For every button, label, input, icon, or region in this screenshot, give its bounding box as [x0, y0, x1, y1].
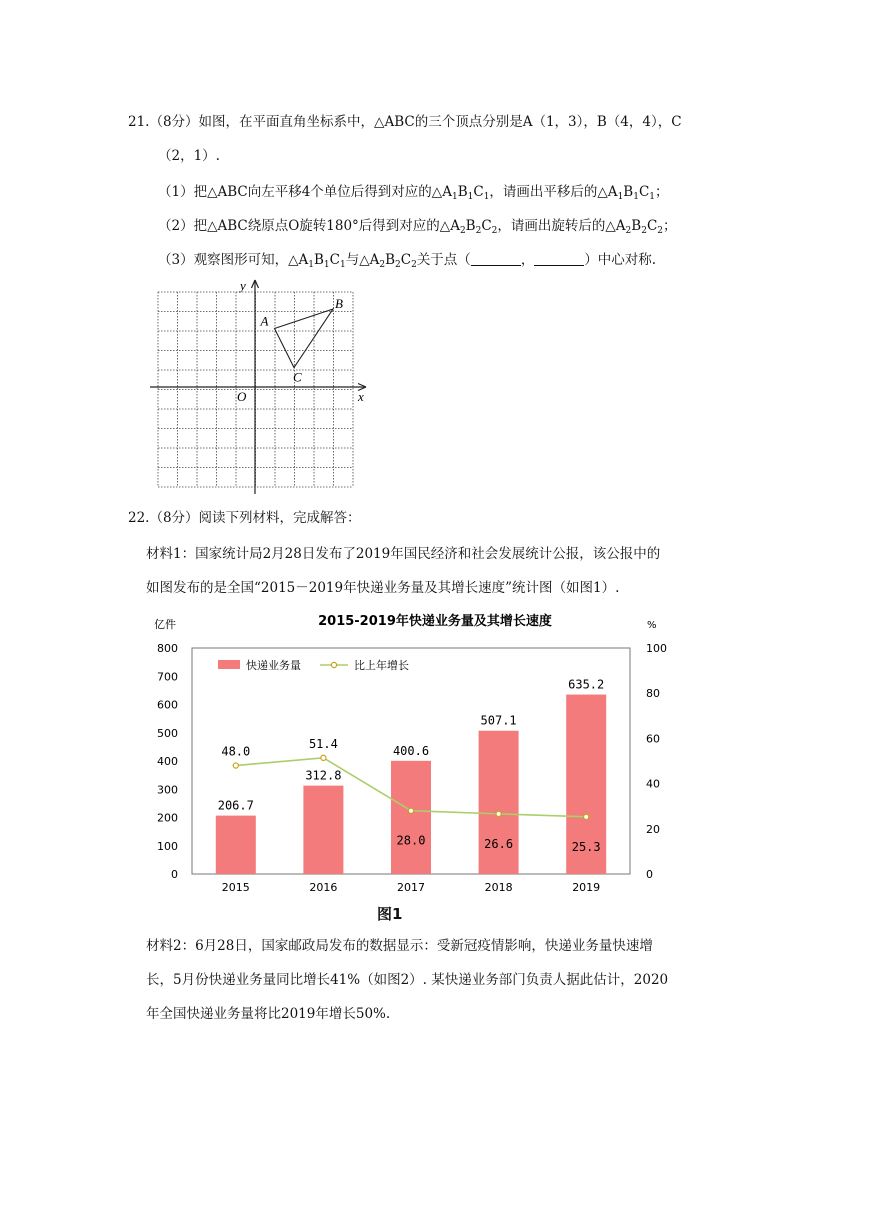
x-tick-label: 2016 — [309, 881, 338, 894]
left-tick-label: 700 — [157, 670, 178, 684]
bar-value-label: 206.7 — [217, 798, 254, 813]
triangle-abc — [275, 309, 334, 368]
q21-part2: （2）把△ABC绕原点O旋转180°后得到对应的$\triangle A_2B_2C_2$，请画出旋转后的$\triangle A_2B_2C_2$； — [158, 218, 677, 236]
origin-label: O — [237, 389, 247, 404]
q21-part3: （3）观察图形可知，$\triangle A_1B_1C_1$与$\triangle A_2B_2C_2$关于点（ ， ）中心对称. — [158, 252, 657, 270]
x-tick-label: 2018 — [484, 881, 513, 894]
legend — [218, 658, 409, 672]
y-axis-label: y — [240, 278, 246, 293]
bar-value-label: 635.2 — [568, 677, 605, 692]
answer-blank-x[interactable] — [471, 251, 521, 266]
growth-point — [584, 814, 589, 819]
q21-line1: 21.（8分）如图，在平面直角坐标系中，△ABC的三个顶点分别是A（1，3），B（4，4），C — [128, 114, 682, 130]
left-tick-label: 300 — [157, 783, 178, 797]
left-tick-label: 400 — [157, 755, 178, 768]
left-tick-label: 100 — [157, 839, 178, 853]
legend-marker — [331, 662, 336, 667]
legend-swatch-bars — [218, 660, 240, 669]
right-axis-ticks — [646, 642, 667, 881]
q22-material2-line1: 材料2：6月28日，国家邮政局发布的数据显示：受新冠疫情影响，快递业务量快速增 — [146, 938, 653, 954]
x-tick-label: 2015 — [221, 881, 250, 894]
vertex-label-c: C — [293, 369, 302, 385]
right-tick-label: 100 — [646, 642, 667, 655]
answer-blank-y[interactable] — [534, 251, 584, 266]
left-tick-label: 0 — [171, 868, 178, 881]
growth-point — [233, 763, 238, 768]
coordinate-grid — [150, 278, 372, 496]
growth-point — [496, 811, 501, 816]
vertex-label-a: A — [260, 313, 269, 329]
growth-value-label: 51.4 — [308, 736, 338, 751]
x-tick-label: 2019 — [572, 881, 601, 894]
legend-label-bars: 快递业务量 — [246, 659, 301, 672]
q22-line1: 22.（8分）阅读下列材料，完成解答： — [128, 510, 361, 526]
right-tick-label: 20 — [646, 822, 660, 836]
right-tick-label: 0 — [646, 868, 653, 881]
chart-title: 2015-2019年快递业务量及其增长速度 — [318, 614, 552, 629]
left-axis-ticks — [157, 642, 178, 881]
axes — [150, 280, 366, 494]
right-tick-label: 80 — [646, 687, 660, 701]
triangle-abc-outline — [275, 309, 334, 368]
bar-2017 — [391, 761, 431, 874]
right-tick-label: 40 — [646, 777, 660, 791]
x-tick-label: 2017 — [397, 881, 425, 894]
legend-label-line: 比上年增长 — [354, 659, 409, 672]
bar-2018 — [479, 731, 519, 874]
left-tick-label: 800 — [157, 642, 178, 655]
right-axis-unit: % — [647, 620, 657, 631]
growth-value-label: 28.0 — [396, 833, 426, 848]
bar-value-label: 507.1 — [480, 713, 517, 728]
q21-part1: （1）把△ABC向左平移4个单位后得到对应的$\triangle A_1B_1C_1$，请画出平移后的$\triangle A_1B_1C_1$； — [158, 184, 669, 202]
vertex-label-b: B — [335, 296, 343, 311]
x-axis-label: x — [358, 389, 364, 404]
q22-material1-line2: 如图发布的是全国“2015－2019年快递业务量及其增长速度”统计图（如图1）. — [146, 580, 620, 596]
bar-value-label: 312.8 — [305, 768, 342, 783]
left-tick-label: 500 — [157, 726, 178, 740]
growth-value-label: 48.0 — [221, 744, 251, 759]
q22-material1-line1: 材料1：国家统计局2月28日发布了2019年国民经济和社会发展统计公报，该公报中的 — [146, 546, 661, 562]
figure-caption: 图1 — [377, 905, 403, 923]
x-axis-ticks — [222, 881, 600, 894]
bar-2016 — [303, 786, 343, 874]
growth-point — [321, 755, 326, 760]
left-tick-label: 600 — [157, 698, 178, 712]
bar-2015 — [216, 816, 256, 874]
growth-value-label: 26.6 — [484, 836, 514, 851]
q22-material2-line2: 长，5月份快递业务量同比增长41%（如图2）. 某快递业务部门负责人据此估计，2020 — [146, 972, 669, 988]
q22-material2-line3: 年全国快递业务量将比2019年增长50%. — [146, 1006, 391, 1022]
express-delivery-chart — [150, 606, 670, 902]
q21-line2: （2，1）. — [158, 148, 220, 164]
growth-value-label: 25.3 — [571, 839, 601, 854]
left-tick-label: 200 — [157, 811, 178, 825]
growth-point — [408, 808, 413, 813]
bar-value-label: 400.6 — [392, 743, 430, 758]
left-axis-unit: 亿件 — [154, 618, 176, 631]
right-tick-label: 60 — [646, 732, 660, 746]
